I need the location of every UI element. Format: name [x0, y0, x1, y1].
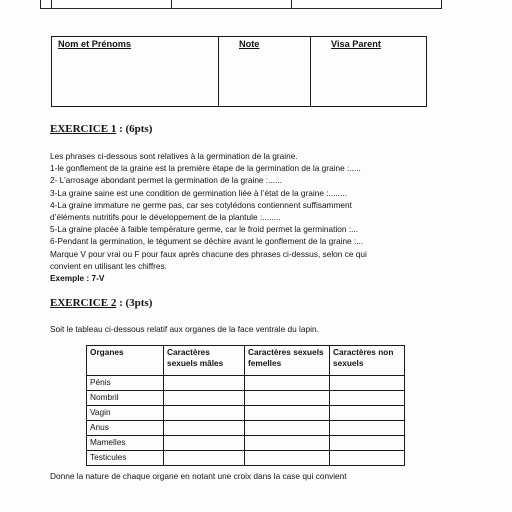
organ-cell: Pénis [87, 376, 164, 391]
organ-cell: Vagin [87, 406, 164, 421]
instruction-line: convient en utilisant les chiffres. [50, 260, 167, 271]
answer-cell [330, 451, 405, 466]
statement-line: 4-La graine immature ne germe pas, car ses cotylédons contiennent suffisamment [50, 199, 352, 210]
answer-cell [330, 376, 405, 391]
answer-cell [330, 406, 405, 421]
statement-line: 5-La graine placée à faible température germe, car le froid permet la germination :... [50, 224, 359, 235]
statement-line: 6-Pendant la germination, le tégument se déchire avant le gonflement de la graine :... [50, 236, 364, 247]
answer-cell [164, 406, 245, 421]
answer-cell [330, 436, 405, 451]
statement-line: 1-le gonflement de la graine est la première étape de la germination de la graine :..... [50, 163, 361, 174]
header-cell: Organes [87, 346, 164, 376]
exercise2-points: : (3pts) [116, 297, 153, 309]
top-table-divider [291, 0, 292, 8]
answer-cell [245, 406, 330, 421]
answer-cell [164, 436, 245, 451]
example-line: Exemple : 7-V [50, 272, 105, 283]
organs-table [86, 345, 405, 466]
table-row [87, 451, 405, 466]
visa-label: Visa Parent [331, 39, 381, 49]
organ-cell: Nombril [87, 391, 164, 406]
info-divider [218, 37, 219, 106]
exercise2-heading: EXERCICE 2 [50, 297, 117, 309]
answer-cell [164, 391, 245, 406]
answer-cell [330, 421, 405, 436]
table-row [87, 376, 405, 391]
name-label: Nom et Prénoms [58, 39, 132, 49]
statement-line: Les phrases ci-dessous sont relatives à la germination de la graine. [50, 151, 298, 161]
answer-cell [245, 421, 330, 436]
table-row [87, 391, 405, 406]
top-cut-table [40, 0, 442, 9]
note-label: Note [239, 39, 260, 49]
table-row [87, 406, 405, 421]
info-divider [310, 37, 311, 106]
exercise1-points: : (6pts) [116, 123, 153, 135]
answer-cell [245, 451, 330, 466]
top-table-divider [51, 0, 52, 8]
exercise2-instruction: Donne la nature de chaque organe en notant une croix dans la case qui convient [50, 471, 347, 481]
organ-cell: Mamelles [87, 436, 164, 451]
answer-cell [164, 451, 245, 466]
table-row [87, 421, 405, 436]
student-info-box [51, 36, 427, 107]
answer-cell [245, 376, 330, 391]
table-row [87, 436, 405, 451]
answer-cell [164, 421, 245, 436]
exercise2-intro: Soit le tableau ci-dessous relatif aux organes de la face ventrale du lapin. [50, 324, 319, 334]
table-header-row [87, 346, 405, 376]
answer-cell [330, 391, 405, 406]
header-cell: Caractères non sexuels [330, 346, 405, 376]
header-cell: Caractères sexuels mâles [164, 346, 245, 376]
header-cell: Caractères sexuels femelles [245, 346, 330, 376]
exercise1-statements [50, 150, 470, 284]
organ-cell: Testicules [87, 451, 164, 466]
statement-line: d’éléments nutritifs pour le développement de la plantule :........ [50, 211, 281, 222]
answer-cell [164, 376, 245, 391]
organ-cell: Anus [87, 421, 164, 436]
statement-line: 2- L’arrosage abondant permet la germination de la graine :...... [50, 175, 282, 186]
top-table-divider [171, 0, 172, 8]
exercise1-title [50, 123, 152, 135]
statement-line: 3-La graine saine est une condition de germination liée à l’état de la graine :........ [50, 187, 348, 198]
instruction-line: Marque V pour vrai ou F pour faux après chacune des phrases ci-dessus, selon ce qui [50, 248, 367, 259]
answer-cell [245, 436, 330, 451]
exercise2-title [50, 297, 152, 309]
answer-cell [245, 391, 330, 406]
exercise1-heading: EXERCICE 1 [50, 123, 117, 135]
